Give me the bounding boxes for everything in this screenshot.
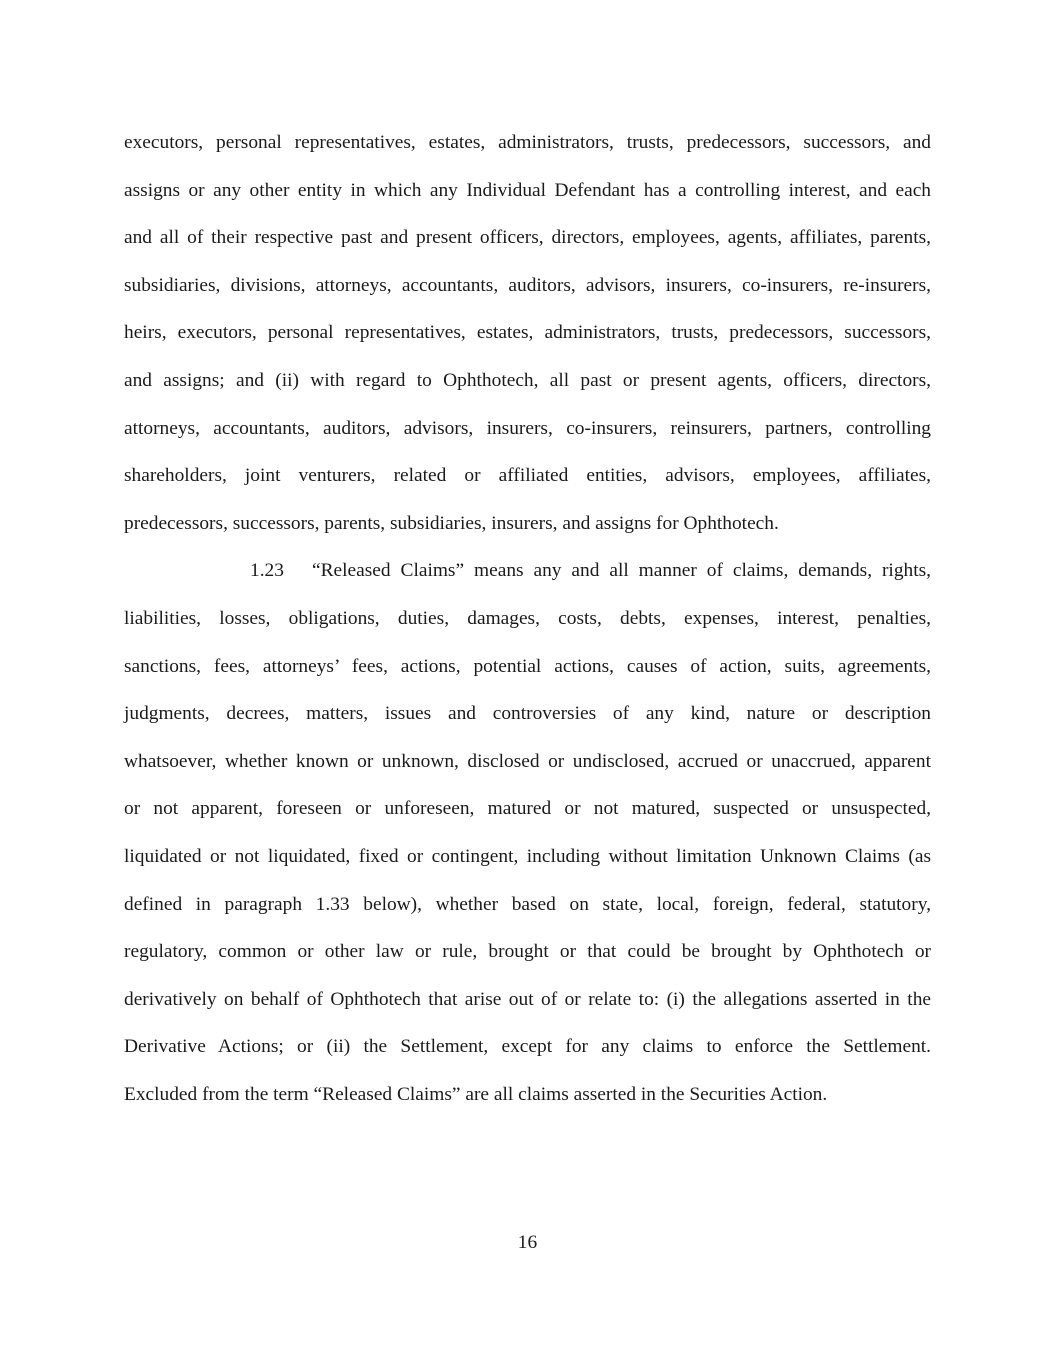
text-line: derivatively on behalf of Ophthotech that arise out of or relate to: (i) the allegations asserted in the [124,988,931,1010]
text-line: sanctions, fees, attorneys’ fees, actions, potential actions, causes of action, suits, agreements, [124,655,931,677]
document-body [124,119,931,1118]
section-1-23-paragraph [124,547,931,1118]
page-number: 16 [517,1232,538,1253]
text-line: liquidated or not liquidated, fixed or contingent, including without limitation Unknown Claims (as [124,845,931,867]
section-number: 1.23 [250,560,284,582]
text-line: subsidiaries, divisions, attorneys, accountants, auditors, advisors, insurers, co-insurers, re-insurers, [124,274,931,296]
text-line: and assigns; and (ii) with regard to Ophthotech, all past or present agents, officers, directors, [124,369,931,391]
text-line: defined in paragraph 1.33 below), whether based on state, local, foreign, federal, statutory, [124,893,931,915]
text-line: regulatory, common or other law or rule, brought or that could be brought by Ophthotech or [124,941,931,963]
text-line: attorneys, accountants, auditors, advisors, insurers, co-insurers, reinsurers, partners, controlling [124,417,931,439]
text-line: Excluded from the term “Released Claims” are all claims asserted in the Securities Action. [124,1083,828,1105]
section-heading-line [124,547,931,595]
text-line: predecessors, successors, parents, subsidiaries, insurers, and assigns for Ophthotech. [124,512,779,534]
text-line: heirs, executors, personal representatives, estates, administrators, trusts, predecessors, successors, [124,322,931,344]
paragraph-continuation [124,119,931,547]
text-line: shareholders, joint venturers, related or affiliated entities, advisors, employees, affiliates, [124,465,931,487]
text-line: or not apparent, foreseen or unforeseen, matured or not matured, suspected or unsuspected, [124,798,931,820]
text-line: assigns or any other entity in which any Individual Defendant has a controlling interest, and each [124,179,931,201]
text-line: Derivative Actions; or (ii) the Settlement, except for any claims to enforce the Settlement. [124,1036,931,1058]
text-line: liabilities, losses, obligations, duties, damages, costs, debts, expenses, interest, penalties, [124,607,931,629]
text-line: judgments, decrees, matters, issues and controversies of any kind, nature or description [124,703,931,725]
text-line: whatsoever, whether known or unknown, disclosed or undisclosed, accrued or unaccrued, apparent [124,750,931,772]
section-first-line-text: “Released Claims” means any and all manner of claims, demands, rights, [312,560,931,582]
text-line: executors, personal representatives, estates, administrators, trusts, predecessors, successors, and [124,132,931,153]
text-line: and all of their respective past and present officers, directors, employees, agents, affiliates, parents, [124,227,931,249]
